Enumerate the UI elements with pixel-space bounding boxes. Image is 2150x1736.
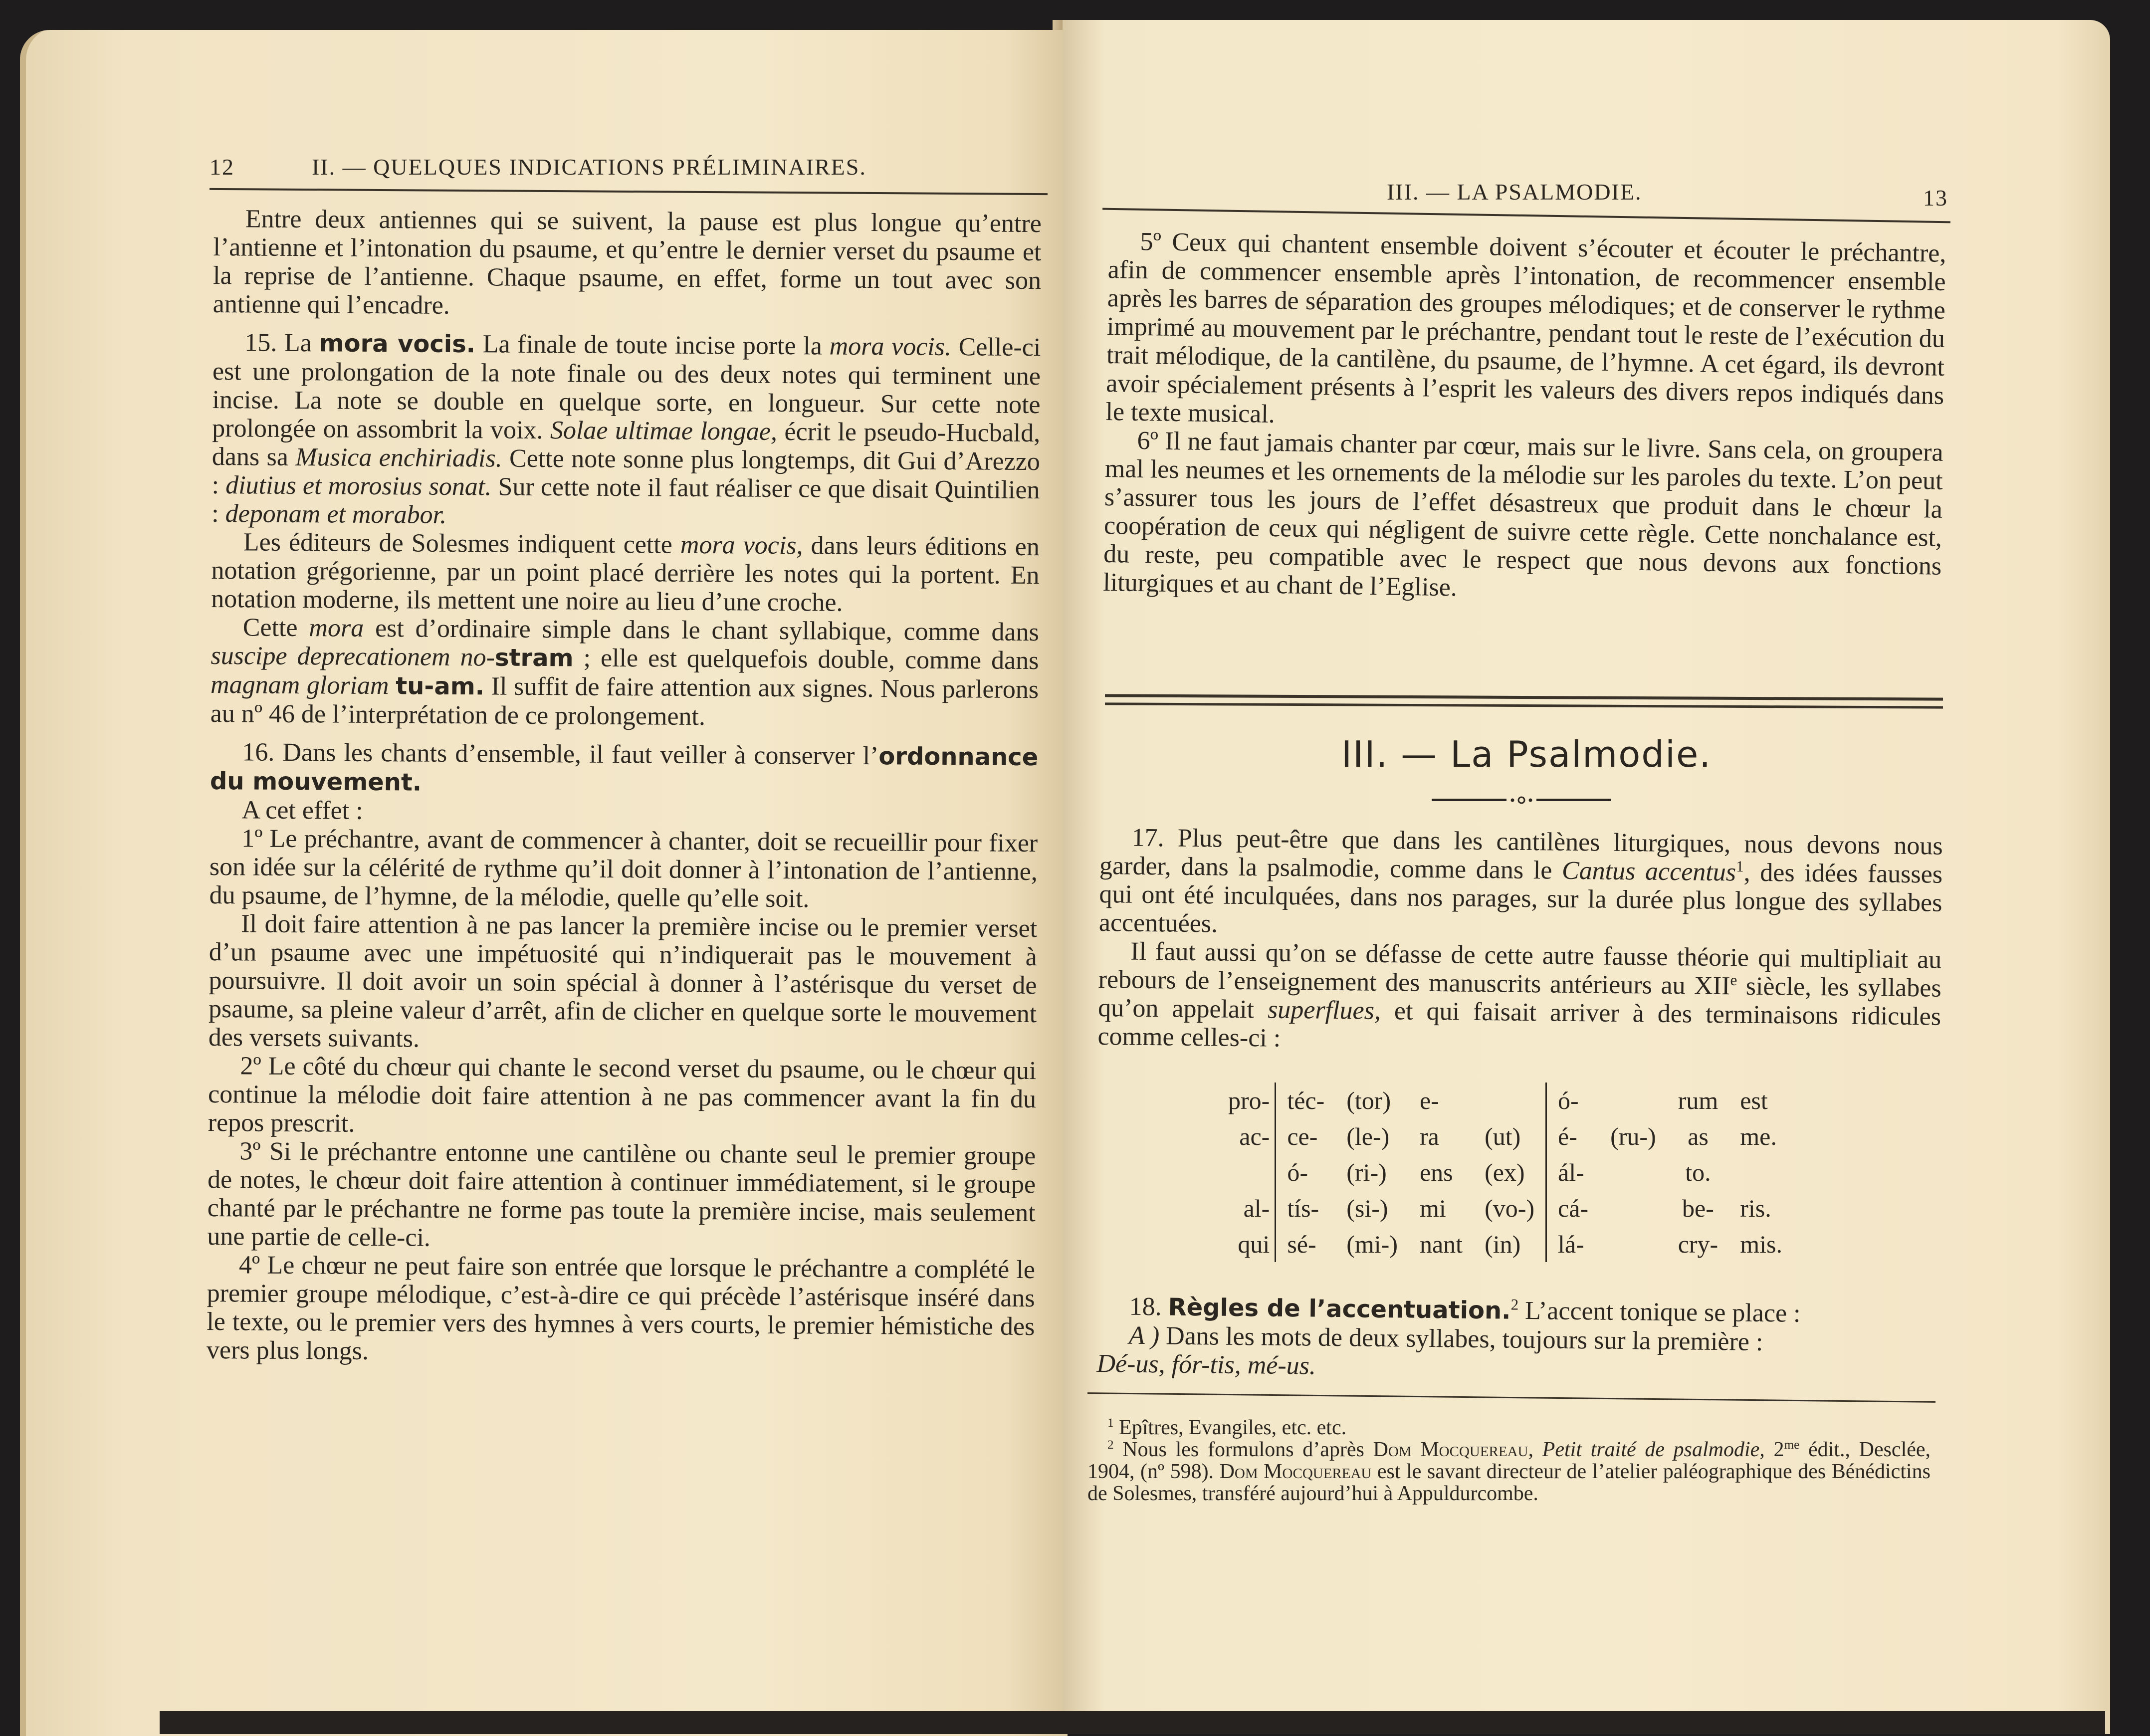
table-row: qui sé- (mi-) nant (in) lá- cry- mis. [1217,1226,1793,1262]
footnotes [1087,1417,1931,1505]
right-body-text-17 [1097,823,1943,1060]
left-body-text [207,205,1042,1369]
table-row: ó- (ri-) ens (ex) ál- to. [1217,1154,1793,1190]
paragraph-fausse-theorie: Il faut aussi qu’on se défasse de cette autre fausse théorie qui multipliait au rebours de l’enseignement des manuscrits antérieurs au XIIe siècle, les syllabes qu’on appelait superflues, et qui faisait arriver à des terminaisons ridicules comme celles-ci : [1097,937,1942,1053]
paragraph-item-4: 4º Le chœur ne peut faire son entrée que lorsque le préchantre a complété le premier groupe mélodique, c’est-à-dire ce qui précède l’astérisque inséré dans le texte, ou le premier vers des hymnes à vers courts, le premier hémistiche des vers plus longs. [206,1251,1036,1365]
syllable-table [1217,1083,1793,1262]
paragraph-16: 16. Dans les chants d’ensemble, il faut veiller à conserver l’ordonnance du mouvement. [210,738,1039,797]
paragraph-item-2: 2º Le côté du chœur qui chante le second verset du psaume, ou le chœur qui continue la mélodie doit faire attention à ne pas commencer avant la fin du repos prescrit. [208,1052,1037,1138]
footnote-2: $^2$ Nous les formulons d’après Dom Mocquereau, Petit traité de psalmodie, $2^{me}$ édit., Desclée, 1904, (nº 598). Dom Mocquereau est le savant directeur de l’atelier paléographique des Bénédictins de Solesmes, transféré aujourd’hui à Appuldurcombe. [1087,1438,1931,1505]
paragraph-rule-a: A ) Dans les mots de deux syllabes, toujours sur la première : [1128,1321,1763,1356]
left-running-head: II. — QUELQUES INDICATIONS PRÉLIMINAIRES. [312,154,866,180]
right-running-head: III. — LA PSALMODIE. [1387,179,1642,205]
left-page-number: 12 [210,154,234,180]
paragraph-il-doit: Il doit faire attention à ne pas lancer la première incise ou le premier verset d’un psaume avec une impétuosité qui n’indiquerait pas le mouvement à poursuivre. Il doit avoir un soin spécial à donner à l’astérisque du verset de psaume, sa pleine valeur d’arrêt, afin de clicher en quelque sorte le mouvement des versets suivants. [208,909,1038,1053]
table-row: al- tís- (si-) mi (vo-) cá- be- ris. [1217,1190,1793,1226]
chapter-title: III. — La Psalmodie. [1341,733,1712,775]
paragraph-item-1: 1º Le préchantre, avant de commencer à chanter, doit se recueillir pour fixer son idée sur la célérité de rythme qu’il doit donner à l’intonation de l’antienne, du psaume, de l’hymne, de la mélodie, quelle qu’elle soit. [209,824,1038,913]
ornament-divider-icon [1432,795,1611,805]
right-body-text-top [1103,227,1946,609]
table-row: pro- téc- (tor) e- ó- rum est [1217,1083,1793,1118]
paragraph-a-cet-effet: A cet effet : [241,796,363,825]
paragraph-mora: Cette mora est d’ordinaire simple dans le chant syllabique, comme dans suscipe deprecationem no-stram ; elle est quelquefois double, comme dans magnam gloriam tu-am. Il suffit de faire attention aux signes. Nous parlerons au nº 46 de l’interprétation de ce prolongement. [210,613,1039,731]
paragraph-item-5: 5º Ceux qui chantent ensemble doivent s’écouter et écouter le préchantre, afin de commencer ensemble après l’intonation, de recommencer ensemble après les barres de séparation des groupes mélodiques; et de conserver le rythme imprimé au mouvement par le préchantre, pendant tout le reste de l’exécution du trait mélodique, de la cantilène, du psaume, de l’hymne. A cet égard, ils devront avoir spécialement présents à l’esprit les valeurs des divers repos indiqués dans le texte musical. [1105,227,1946,429]
right-page-number: 13 [1923,185,1948,211]
paragraph-item-6: 6º Il ne faut jamais chanter par cœur, mais sur le livre. Sans cela, on groupera mal les neumes et les ornements de la mélodie sur les paroles du texte. L’on peut s’assurer tous les jours de l’effet désastreux que produit dans le chœur la coopération de ceux qui négligent de suivre cette règle. Cette nonchalance est, du reste, peu compatible avec le respect que nous devons aux fonctions liturgiques et au chant de l’Eglise. [1103,426,1943,602]
paragraph-examples: Dé-us, fór-tis, mé-us. [1096,1349,1316,1380]
paragraph-item-3: 3º Si le préchantre entonne une cantilène ou chante seul le premier groupe de notes, le chœur doit faire attention à continuer immédiatement, si le groupe chanté par le préchantre ne forme pas toute la première incise, mais seulement une partie de celle-ci. [207,1137,1036,1252]
footnote-1: $^1$ Epîtres, Evangiles, etc. etc. [1107,1416,1347,1439]
right-body-text-18 [1096,1292,1940,1387]
paragraph-solesmes: Les éditeurs de Solesmes indiquent cette mora vocis, dans leurs éditions en notation grégorienne, par un point placé derrière les notes qui la portent. En notation moderne, ils mettent une noire au lieu d’une croche. [211,528,1040,617]
paragraph-15: 15. La mora vocis. La finale de toute incise porte la mora vocis. Celle-ci est une prolongation de la note finale ou des deux notes qui terminent une incise. La note se double en quelque sorte, en longueur. Sur cette note prolongée on assombrit la voix. Solae ultimae longae, écrit le pseudo-Hucbald, dans sa Musica enchiriadis. Cette note sonne plus longtemps, dit Gui d’Arezzo : diutius et morosius sonat. Sur cette note il faut réaliser ce que disait Quintilien : deponam et morabor. [212,328,1041,529]
paragraph-17: 17. Plus peut-être que dans les cantilènes liturgiques, nous devons nous garder, dans la psalmodie, comme dans le Cantus accentus$^1$, des idées fausses qui ont été inculquées, dans nos parages, sur la durée plus longue des syllabes accentuées. [1098,823,1943,938]
paragraph-18: 18. Règles de l’accentuation.$^2$ L’accent tonique se place : [1129,1292,1801,1328]
table-row: ac- ce- (le-) ra (ut) é- (ru-) as me. [1217,1118,1793,1154]
paragraph-antiennes: Entre deux antiennes qui se suivent, la pause est plus longue qu’entre l’antienne et l’intonation du psaume, et qu’entre le dernier verset du psaume et la reprise de l’antienne. Chaque psaume, en effet, forme un tout avec son antienne qui l’encadre. [213,205,1042,320]
book-bottom-edge-shadow [160,1711,2105,1734]
